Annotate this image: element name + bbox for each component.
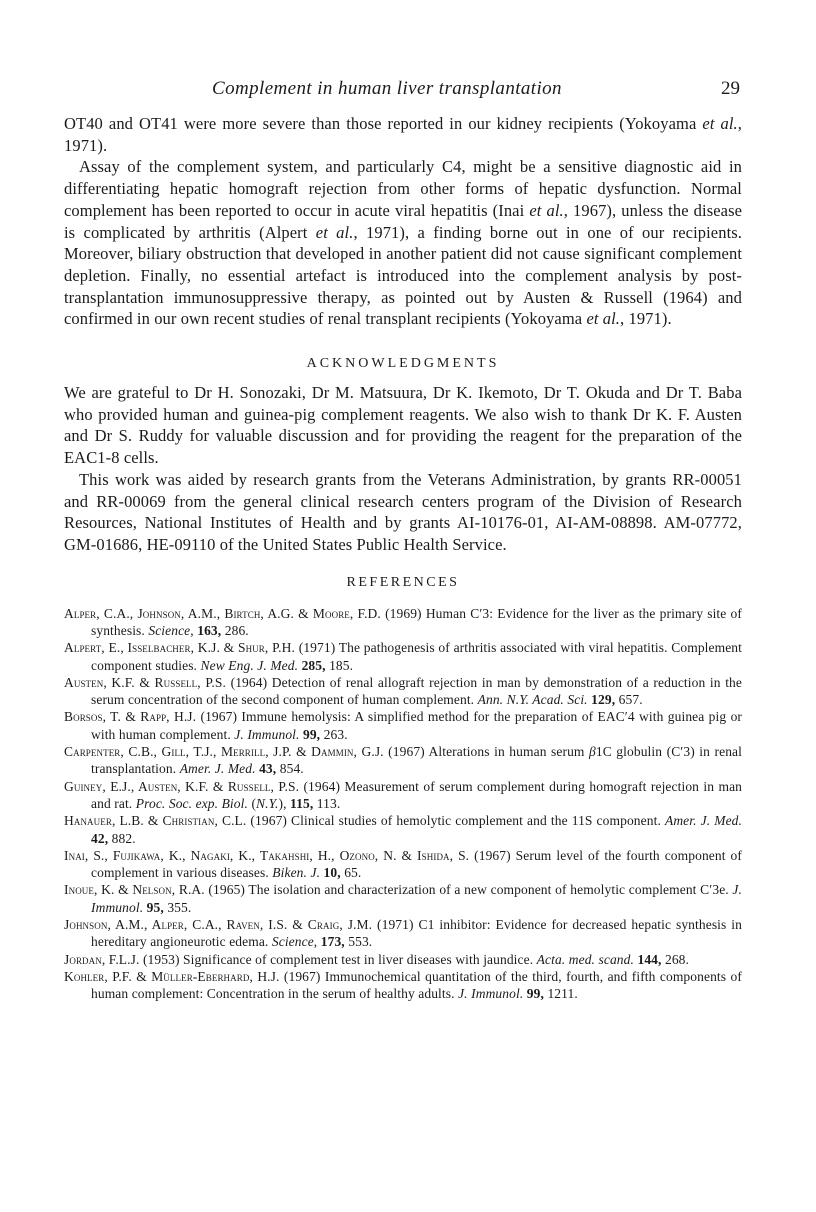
reference-item: [64, 968, 742, 1003]
reference-item: [64, 708, 742, 743]
reference-authors: Guiney, E.J., Austen, K.F. & Russell, P.S.: [64, 778, 300, 794]
reference-text: (1964) Detection of renal allograft rejection in man by demonstration of a reduction in the serum concentration of the second component of human complement. Ann. N.Y. Acad. Sci. 129, 657.: [91, 674, 742, 708]
reference-text: (1967) Immunochemical quantitation of the third, fourth, and fifth components of human complement: Concentration in the serum of healthy adults. J. Immunol. 99, 1211.: [91, 968, 742, 1002]
acknowledgments-heading: ACKNOWLEDGMENTS: [306, 356, 500, 372]
reference-list: [64, 605, 742, 1003]
page-number: 29: [721, 78, 740, 99]
reference-authors: Carpenter, C.B., Gill, T.J., Merrill, J.P. & Dammin, G.J.: [64, 744, 384, 760]
reference-text: (1953) Significance of complement test in liver diseases with jaundice. Acta. med. scand. 144, 268.: [142, 951, 689, 967]
reference-authors: Hanauer, L.B. & Christian, C.L.: [64, 813, 247, 829]
reference-text: (1964) Measurement of serum complement during homograft rejection in man and rat. Proc. Soc. exp. Biol. (N.Y.), 115, 113.: [91, 778, 743, 811]
running-head: [64, 78, 742, 104]
body-paragraph: OT40 and OT41 were more severe than those reported in our kidney recipients (Yokoyama et al., 1971).: [64, 114, 742, 155]
main-body: [64, 113, 742, 330]
reference-authors: Alpert, E., Isselbacher, K.J. & Shur, P.H.: [64, 640, 295, 656]
reference-item: [64, 743, 742, 778]
reference-text: (1971) C1 inhibitor: Evidence for decreased hepatic synthesis in hereditary angioneurotic edema. Science, 173, 553.: [91, 917, 742, 950]
reference-authors: Borsos, T. & Rapp, H.J.: [64, 709, 197, 725]
reference-item: [64, 881, 742, 916]
reference-text: (1971) The pathogenesis of arthritis associated with viral hepatitis. Complement component studies. New Eng. J. Med. 285, 185.: [91, 640, 743, 673]
running-head-title: Complement in human liver transplantation: [212, 78, 562, 99]
page-content: [64, 78, 742, 1002]
reference-item: [64, 639, 742, 674]
reference-item: [64, 605, 742, 640]
reference-item: [64, 847, 742, 882]
reference-item: [64, 778, 742, 813]
reference-authors: Johnson, A.M., Alper, C.A., Raven, I.S. & Craig, J.M.: [64, 917, 373, 932]
reference-authors: Austen, K.F. & Russell, P.S.: [64, 674, 226, 690]
reference-text: (1967) Immune hemolysis: A simplified method for the preparation of EAC′4 with guinea pig or with human complement. J. Immunol. 99, 263.: [91, 709, 743, 742]
reference-text: (1965) The isolation and characterization of a new component of hemolytic complement C′3e. J. Immunol. 95, 355.: [91, 882, 742, 915]
reference-text: (1967) Clinical studies of hemolytic complement and the 11S component. Amer. J. Med. 42, 882.: [91, 813, 742, 846]
references-heading: REFERENCES: [346, 574, 460, 590]
reference-text: (1969) Human C′3: Evidence for the liver as the primary site of synthesis. Science, 163, 286.: [91, 605, 742, 638]
reference-authors: Kohler, P.F. & Müller-Eberhard, H.J.: [64, 968, 280, 984]
reference-text: (1967) Alterations in human serum β1C globulin (C′3) in renal transplantation. Amer. J. Med. 43, 854.: [91, 744, 742, 777]
reference-authors: Inoue, K. & Nelson, R.A.: [64, 882, 205, 898]
body-paragraph: Assay of the complement system, and particularly C4, might be a sensitive diagnostic aid in differentiating hepatic homograft rejection from other forms of hepatic dysfunction. Normal complement has been reported to occur in acute viral hepatitis (Inai et al., 1967), unless the disease is complicated by arthritis (Alpert et al., 1971), a finding borne out in one of our recipients. Moreover, biliary obstruction that developed in another patient did not cause significant complement depletion. Finally, no essential artefact is introduced into the complement analysis by post-transplantation immunosuppressive therapy, as pointed out by Austen & Russell (1964) and confirmed in our own recent studies of renal transplant recipients (Yokoyama et al., 1971).: [64, 157, 743, 329]
reference-item: [64, 916, 742, 951]
reference-item: [64, 674, 742, 709]
reference-item: [64, 951, 742, 968]
reference-item: [64, 812, 742, 847]
reference-authors: Alper, C.A., Johnson, A.M., Birtch, A.G. & Moore, F.D.: [64, 605, 381, 621]
reference-text: (1967) Serum level of the fourth component of complement in various diseases. Biken. J. 10, 65.: [91, 847, 742, 881]
reference-authors: Inai, S., Fujikawa, K., Nagaki, K., Takahshi, H., Ozono, N. & Ishida, S.: [64, 847, 470, 863]
acknowledgments-paragraph: This work was aided by research grants from the Veterans Administration, by grants RR-00051 and RR-00069 from the general clinical research centers program of the Division of Research Resources, National Institutes of Health and by grants AI-10176-01, AI-AM-08898. AM-07772, GM-01686, HE-09110 of the United States Public Health Service.: [64, 469, 742, 554]
acknowledgments-body: [64, 382, 742, 556]
acknowledgments-paragraph: We are grateful to Dr H. Sonozaki, Dr M. Matsuura, Dr K. Ikemoto, Dr T. Okuda and Dr T. Baba who provided human and guinea-pig complement reagents. We also wish to thank Dr K. F. Austen and Dr S. Ruddy for valuable discussion and for providing the reagent for the preparation of the EAC1-8 cells.: [64, 383, 742, 468]
reference-authors: Jordan, F.L.J.: [64, 951, 140, 967]
